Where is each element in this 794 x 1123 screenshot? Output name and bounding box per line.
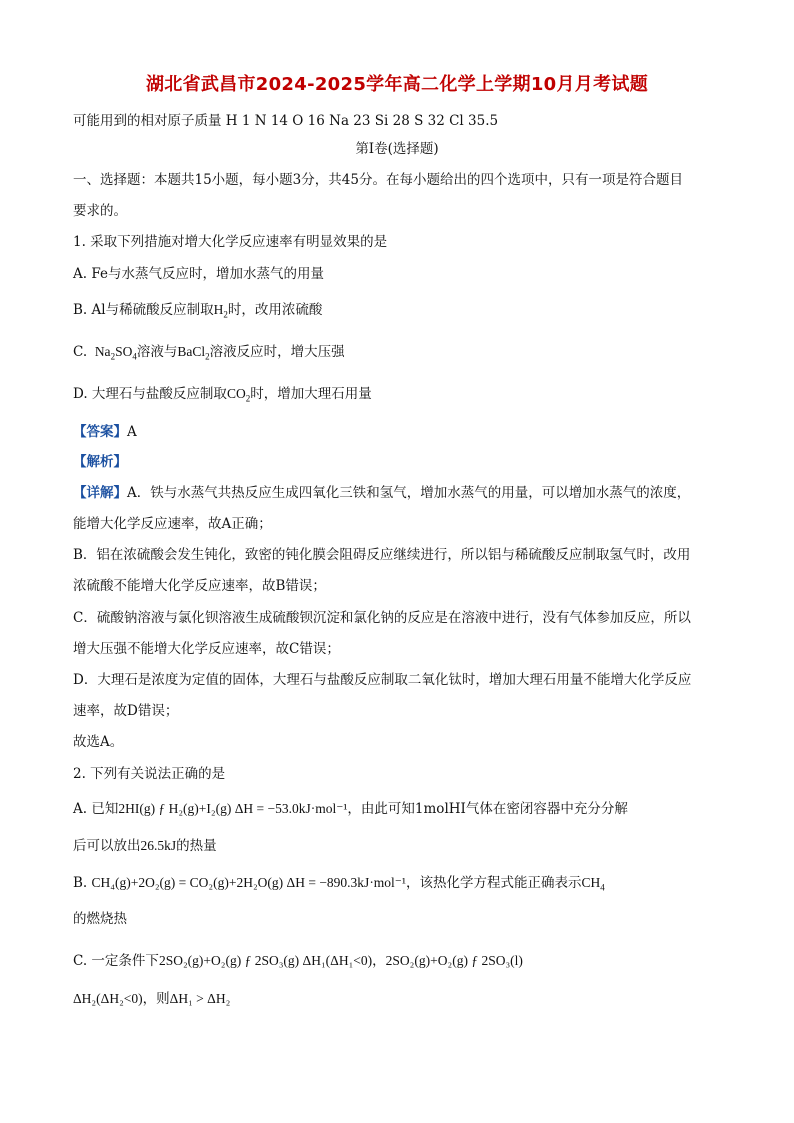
q2-option-a-suffix: ，由此可知1molHI气体在密闭容器中充分分解 [347, 801, 628, 817]
q2-option-c-prefix: C. 一定条件下 [73, 953, 159, 969]
q1-option-b [73, 301, 322, 319]
na2so4-formula: $Na_2SO_4$ [91, 344, 137, 362]
q1-option-d [73, 385, 372, 403]
q2-stem: 2. 下列有关说法正确的是 [73, 766, 226, 782]
q2-option-c-separator: ， [372, 953, 386, 969]
q2-option-a-equation: 2HI(g) ƒ H₂(g)+I₂(g) ΔH = −53.0kJ·mol⁻¹ [118, 801, 348, 816]
q1-detail-b-line-1: B．铝在浓硫酸会发生钝化，致密的钝化膜会阻碍反应继续进行，所以铝与稀硫酸反应制取氢气时，改用 [73, 547, 691, 563]
q2-option-a-line2-suffix: 的热量 [176, 838, 217, 854]
q2-option-a-prefix: A. 已知 [73, 801, 119, 817]
q1-option-b-suffix: 时，改用浓硫酸 [227, 302, 323, 318]
answer-tag: 【答案】 [73, 424, 127, 440]
q2-option-a-line-2 [73, 837, 217, 855]
q1-detail-d-line-1: D．大理石是浓度为定值的固体，大理石与盐酸反应制取二氧化钛时，增加大理石用量不能增大化学反应 [73, 672, 692, 688]
q2-option-c-line2-mid: ，则 [142, 991, 170, 1007]
detail-tag: 【详解】 [73, 485, 127, 501]
q1-answer [73, 423, 137, 441]
q1-analysis-heading [73, 453, 127, 471]
q2-option-c-equation-2: 2SO₂(g)+O₂(g) ƒ 2SO₃(l) [385, 953, 523, 968]
q1-detail-d-line-2: 速率，故D错误； [73, 703, 179, 719]
q1-option-d-prefix: D. 大理石与盐酸反应制取 [73, 386, 227, 402]
q1-option-d-suffix: 时，增加大理石用量 [250, 386, 372, 402]
q1-option-a: A. Fe与水蒸气反应时，增加水蒸气的用量 [73, 266, 324, 282]
volume-heading: 第Ⅰ卷(选择题) [355, 141, 439, 157]
q1-detail-a-line-2: 能增大化学反应速率，故A正确； [73, 516, 272, 532]
q1-stem: 1. 采取下列措施对增大化学反应速率有明显效果的是 [73, 234, 388, 250]
q1-option-c [73, 343, 345, 361]
q2-option-a-line-1 [73, 800, 628, 818]
co2-formula: $CO_2$ [226, 386, 251, 404]
q2-option-c-inequality: ΔH₁ > ΔH₂ [169, 991, 231, 1006]
exam-title: 湖北省武昌市2024-2025学年高二化学上学期10月月考试题 [145, 74, 648, 95]
q2-option-b-line-1 [73, 874, 605, 892]
q2-option-c-dh2: ΔH₂(ΔH₂<0) [73, 991, 143, 1006]
q2-option-b-line-2: 的燃烧热 [73, 911, 127, 927]
analysis-tag: 【解析】 [73, 454, 127, 470]
q2-option-a-heat-value: 26.5kJ [140, 838, 177, 853]
q2-option-a-line2-prefix: 后可以放出 [73, 838, 141, 854]
detail-a-text: A．铁与水蒸气共热反应生成四氧化三铁和氢气，增加水蒸气的用量，可以增加水蒸气的浓度， [127, 485, 691, 501]
q2-option-b-suffix: ，该热化学方程式能正确表示 [405, 875, 582, 891]
q1-option-c-prefix: C. [73, 344, 88, 360]
q1-conclusion: 故选A。 [73, 734, 124, 750]
q1-detail-c-line-1: C．硫酸钠溶液与氯化钡溶液生成硫酸钡沉淀和氯化钠的反应是在溶液中进行，没有气体参加反应，所以 [73, 610, 691, 626]
q1-detail-b-line-2: 浓硫酸不能增大化学反应速率，故B错误； [73, 578, 326, 594]
ch4-formula: $CH_4$ [581, 875, 605, 893]
q2-option-b-equation: CH₄(g)+2O₂(g) = CO₂(g)+2H₂O(g) ΔH = −890.3kJ·mol⁻¹ [91, 875, 406, 890]
bacl2-formula: BaCl$_2$ [177, 344, 210, 362]
q1-detail-a-line-1 [73, 484, 690, 502]
section-intro-line-1: 一、选择题：本题共15小题，每小题3分，共45分。在每小题给出的四个选项中，只有一项是符合题目 [73, 172, 683, 188]
q2-option-b-prefix: B. [73, 875, 88, 891]
q2-option-c-line-1 [73, 952, 523, 970]
q1-option-b-prefix: B. Al与稀硫酸反应制取 [73, 302, 214, 318]
q1-option-c-suffix: 溶液反应时，增大压强 [209, 344, 345, 360]
q1-option-c-mid: 溶液与 [136, 344, 178, 360]
atomic-masses: 可能用到的相对原子质量 H 1 N 14 O 16 Na 23 Si 28 S 32 Cl 35.5 [73, 113, 499, 129]
q1-detail-c-line-2: 增大压强不能增大化学反应速率，故C错误； [73, 641, 340, 657]
section-intro-line-2: 要求的。 [73, 203, 127, 219]
q2-option-c-equation-1: 2SO₂(g)+O₂(g) ƒ 2SO₃(g) ΔH₁(ΔH₁<0) [158, 953, 373, 968]
q2-option-c-line-2 [73, 990, 230, 1008]
answer-value: A [127, 424, 137, 440]
h2-formula: $H_2$ [213, 302, 228, 320]
